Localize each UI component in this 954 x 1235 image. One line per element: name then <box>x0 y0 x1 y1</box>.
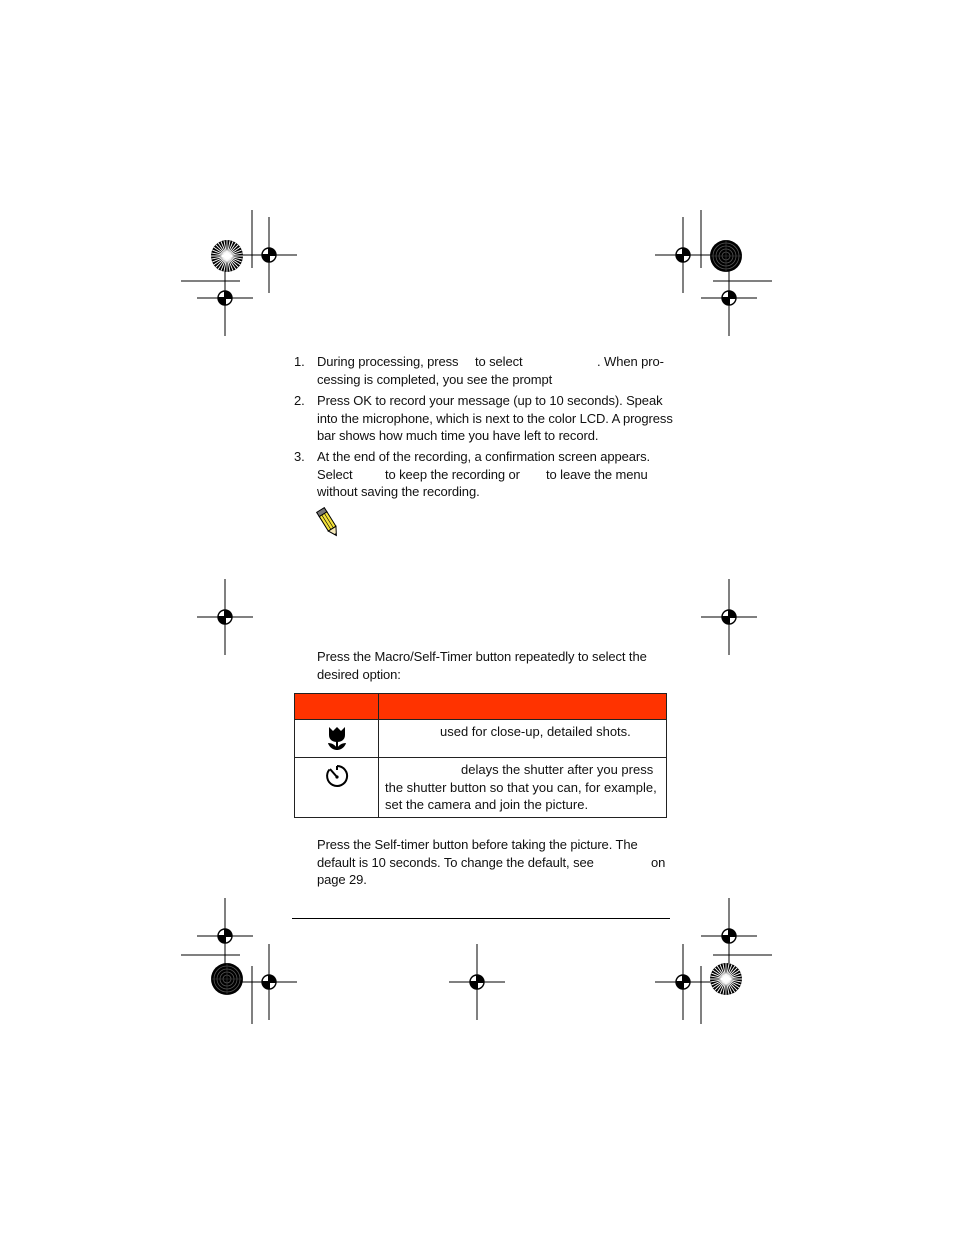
table-row <box>295 720 667 758</box>
step-text: . When pro- <box>597 354 664 369</box>
intro-text: Press the Macro/Self-Timer button repeatedly to select the <box>317 649 647 664</box>
macro-self-timer-table <box>294 693 667 818</box>
pencil-note-icon <box>314 507 342 539</box>
paragraph-text: default is 10 seconds. To change the default, see <box>317 854 594 870</box>
table-header-row <box>295 694 667 720</box>
step-text: cessing is completed, you see the prompt <box>317 371 553 387</box>
table-text-cell <box>379 758 667 818</box>
table-header-cell <box>295 694 379 720</box>
step-number: 2. <box>294 393 305 408</box>
step-text: bar shows how much time you have left to record. <box>317 428 599 443</box>
cell-text: set the camera and join the picture. <box>385 797 589 812</box>
self-timer-icon <box>324 763 350 789</box>
step-text: to keep the recording or <box>385 466 520 482</box>
step-number: 1. <box>294 354 305 369</box>
table-icon-cell <box>295 758 379 818</box>
table-row <box>295 758 667 818</box>
paragraph-text: on <box>651 854 666 870</box>
step-text: into the microphone, which is next to the color LCD. A progress <box>317 410 673 426</box>
self-timer-paragraph <box>317 836 669 889</box>
paragraph-text: Press the Self-timer button before taking the picture. The <box>317 837 638 852</box>
step-text: At the end of the recording, a confirmation screen appears. <box>317 449 651 464</box>
cell-text: delays the shutter after you press <box>461 762 654 777</box>
step-text: to select <box>475 354 523 369</box>
step-text: Press OK to record your message (up to 10 seconds). Speak <box>317 393 663 408</box>
step-text: to leave the menu <box>546 466 648 482</box>
table-icon-cell <box>295 720 379 758</box>
step-text: Select <box>317 466 353 482</box>
cell-text: the shutter button so that you can, for example, <box>385 779 657 795</box>
paragraph-text: page 29. <box>317 872 367 887</box>
macro-tulip-icon <box>325 725 349 751</box>
table-text-cell <box>379 720 667 758</box>
macro-intro <box>317 648 677 683</box>
intro-text: desired option: <box>317 666 401 682</box>
step-text: During processing, press <box>317 354 459 369</box>
step-number: 3. <box>294 449 305 464</box>
cell-text: used for close-up, detailed shots. <box>440 724 631 739</box>
step-text: without saving the recording. <box>317 484 480 499</box>
footer-rule <box>292 918 670 919</box>
table-header-cell <box>379 694 667 720</box>
